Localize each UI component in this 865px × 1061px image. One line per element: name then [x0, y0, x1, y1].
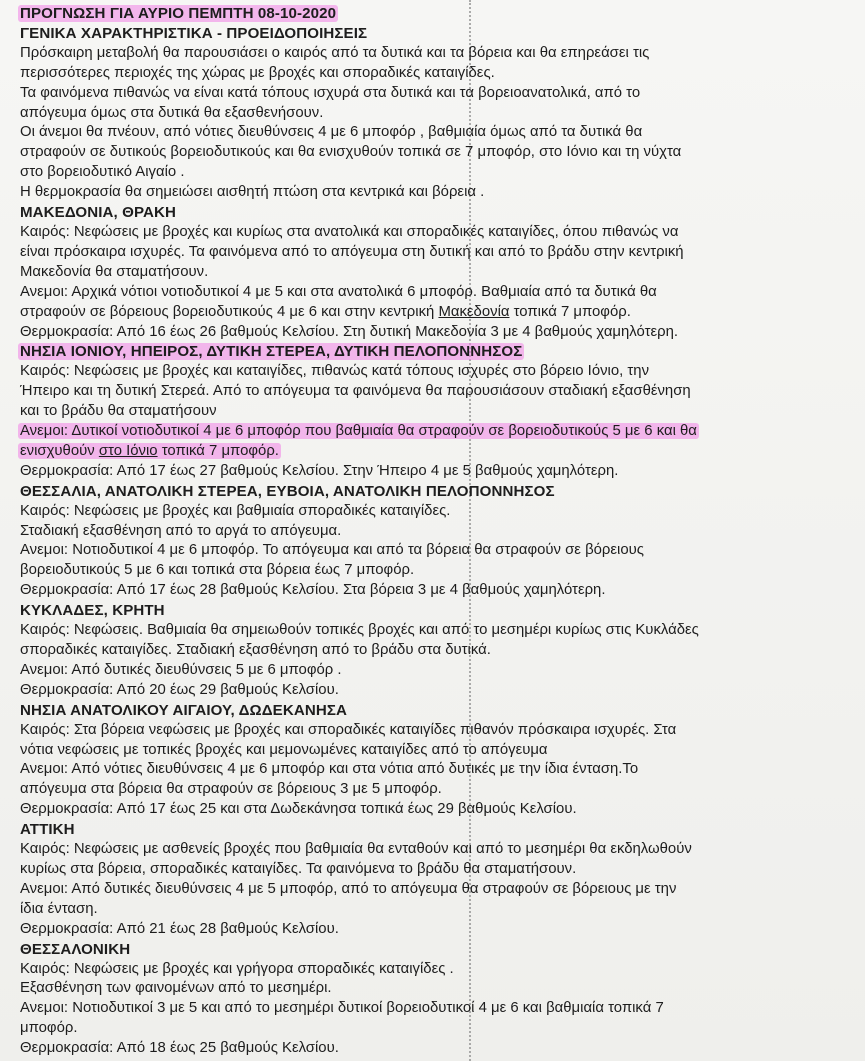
thessaloniki-line: Ανεμοι: Νοτιοδυτικοί 3 με 5 και από το μεσημέρι δυτικοί βορειοδυτικοί 4 με 6 και βαθμιαία τοπικά 7	[20, 1000, 664, 1017]
thessaly-line: βορειοδυτικούς 5 με 6 και τοπικά στα βόρεια έως 7 μποφόρ.	[20, 562, 415, 579]
east-aegean-line: απόγευμα στα βόρεια θα στραφούν σε βόρειους 3 με 5 μποφόρ.	[20, 781, 442, 798]
cyclades-line: σποραδικές καταιγίδες. Σταδιακή εξασθένηση από το βράδυ στα δυτικά.	[20, 642, 491, 658]
thessaly-line: Σταδιακή εξασθένηση από το αργά το απόγευμα.	[20, 522, 342, 539]
forecast-document	[20, 4, 850, 1059]
section-heading-east-aegean: ΝΗΣΙΑ ΑΝΑΤΟΛΙΚΟΥ ΑΙΓΑΙΟΥ, ΔΩΔΕΚΑΝΗΣΑ	[20, 701, 347, 719]
document-title	[20, 4, 850, 24]
section-general	[20, 24, 850, 203]
ionian-wind-line	[20, 442, 850, 462]
macedonia-underlined-text: Μακεδονία	[438, 303, 510, 320]
east-aegean-line: Καιρός: Στα βόρεια νεφώσεις με βροχές και σποραδικές καταιγίδες πιθανόν πρόσκαιρα ισχυρές. Στα	[20, 721, 677, 738]
general-line: απόγευμα όμως στα δυτικά θα εξασθενήσουν.	[20, 104, 324, 121]
ionian-wind-line	[20, 422, 850, 442]
ionian-wind-text: ενισχυθούν	[20, 442, 99, 459]
macedonia-line: είναι πρόσκαιρα ισχυρές. Τα φαινόμενα από το απόγευμα στη δυτική και από το βράδυ στην κεντρική	[20, 243, 684, 260]
attica-line: Θερμοκρασία: Από 21 έως 28 βαθμούς Κελσίου.	[20, 920, 339, 937]
macedonia-temperature: Θερμοκρασία: Από 16 έως 26 βαθμούς Κελσίου. Στη δυτική Μακεδονία 3 με 4 βαθμούς χαμηλότερη.	[20, 323, 678, 340]
section-cyclades	[20, 601, 850, 701]
section-heading-general: ΓΕΝΙΚΑ ΧΑΡΑΚΤΗΡΙΣΤΙΚΑ - ΠΡΟΕΙΔΟΠΟΙΗΣΕΙΣ	[20, 24, 368, 42]
ionian-wind-highlight: Ανεμοι: Δυτικοί νοτιοδυτικοί 4 με 6 μποφόρ που βαθμιαία θα στραφούν σε βορειοδυτικούς 5 με 6 και θα	[20, 423, 697, 440]
attica-line: ίδια ένταση.	[20, 900, 98, 917]
ionian-line: Καιρός: Νεφώσεις με βροχές και καταιγίδες, πιθανώς κατά τόπους ισχυρές στο βόρειο Ιόνιο, την	[20, 363, 650, 380]
section-thessaloniki	[20, 940, 850, 1059]
section-heading-cyclades: ΚΥΚΛΑΔΕΣ, ΚΡΗΤΗ	[20, 602, 165, 620]
macedonia-line: Ανεμοι: Αρχικά νότιοι νοτιοδυτικοί 4 με 5 και στα ανατολικά 6 μποφόρ. Βαθμιαία από τα δυτικά θα	[20, 283, 657, 300]
thessaly-line: Θερμοκρασία: Από 17 έως 28 βαθμούς Κελσίου. Στα βόρεια 3 με 4 βαθμούς χαμηλότερη.	[20, 582, 606, 599]
section-ionian	[20, 342, 850, 481]
general-line: περισσότερες περιοχές της χώρας με βροχές και σποραδικές καταιγίδες.	[20, 64, 495, 81]
section-heading-thessaloniki: ΘΕΣΣΑΛΟΝΙΚΗ	[20, 940, 131, 958]
macedonia-wind-text-end: τοπικά 7 μποφόρ.	[509, 303, 631, 320]
general-line: Τα φαινόμενα πιθανώς να είναι κατά τόπους ισχυρά στα δυτικά και τα βορειοανατολικά, από το	[20, 84, 641, 101]
macedonia-line: Καιρός: Νεφώσεις με βροχές και κυρίως στα ανατολικά και σποραδικές καταιγίδες, όπου πιθανώς να	[20, 223, 679, 240]
attica-line: κυρίως στα βόρεια, σποραδικές καταιγίδες. Τα φαινόμενα το βράδυ θα σταματήσουν.	[20, 860, 577, 877]
macedonia-wind-text: στραφούν σε βόρειους βορειοδυτικούς 4 με 6 και στην κεντρική	[20, 303, 439, 320]
general-line: στο βορειοδυτικό Αιγαίο .	[20, 164, 185, 181]
ionian-temperature: Θερμοκρασία: Από 17 έως 27 βαθμούς Κελσίου. Στην Ήπειρο 4 με 5 βαθμούς χαμηλότερη.	[20, 462, 619, 479]
cyclades-line: Θερμοκρασία: Από 20 έως 29 βαθμούς Κελσίου.	[20, 681, 339, 698]
east-aegean-line: νότια νεφώσεις με τοπικές βροχές και μεμονωμένες καταιγίδες από το απόγευμα	[20, 741, 548, 758]
ionian-wind-text-end: τοπικά 7 μποφόρ.	[157, 442, 279, 459]
ionian-underlined-text: στο Ιόνιο	[98, 442, 158, 459]
title-highlight: ΠΡΟΓΝΩΣΗ ΓΙΑ ΑΥΡΙΟ ΠΕΜΠΤΗ 08-10-2020	[20, 5, 337, 22]
general-line: Η θερμοκρασία θα σημειώσει αισθητή πτώση στα κεντρικά και βόρεια .	[20, 184, 485, 201]
east-aegean-line: Ανεμοι: Από νότιες διευθύνσεις 4 με 6 μποφόρ και στα νότια από δυτικές με την ίδια ένταση.Το	[20, 761, 639, 778]
thessaloniki-line: μποφόρ.	[20, 1020, 78, 1037]
general-line: Οι άνεμοι θα πνέουν, από νότιες διευθύνσεις 4 με 6 μποφόρ , βαθμιαία όμως από τα δυτικά θα	[20, 124, 643, 141]
east-aegean-line: Θερμοκρασία: Από 17 έως 25 και στα Δωδεκάνησα τοπικά έως 29 βαθμούς Κελσίου.	[20, 801, 577, 818]
ionian-line: και το βράδυ θα σταματήσουν	[20, 403, 217, 420]
thessaloniki-line: Καιρός: Νεφώσεις με βροχές και γρήγορα σποραδικές καταιγίδες .	[20, 960, 454, 977]
thessaloniki-line: Θερμοκρασία: Από 18 έως 25 βαθμούς Κελσίου.	[20, 1040, 339, 1057]
section-heading-thessaly: ΘΕΣΣΑΛΙΑ, ΑΝΑΤΟΛΙΚΗ ΣΤΕΡΕΑ, ΕΥΒΟΙΑ, ΑΝΑΤΟΛΙΚΗ ΠΕΛΟΠΟΝΝΗΣΟΣ	[20, 482, 555, 500]
cyclades-line: Ανεμοι: Από δυτικές διευθύνσεις 5 με 6 μποφόρ .	[20, 661, 342, 678]
section-east-aegean	[20, 701, 850, 820]
section-heading-attica: ΑΤΤΙΚΗ	[20, 821, 75, 839]
thessaloniki-line: Εξασθένηση των φαινομένων από το μεσημέρι.	[20, 980, 332, 997]
macedonia-wind-line	[20, 303, 850, 323]
attica-line: Ανεμοι: Από δυτικές διευθύνσεις 4 με 5 μποφόρ, από το απόγευμα θα στραφούν σε βόρειους με την	[20, 880, 677, 897]
macedonia-line: Μακεδονία θα σταματήσουν.	[20, 263, 209, 280]
ionian-line: Ήπειρο και τη δυτική Στερεά. Από το απόγευμα τα φαινόμενα θα παρουσιάσουν σταδιακή εξασθένηση	[20, 383, 691, 400]
section-heading-ionian	[20, 342, 850, 362]
section-heading-macedonia: ΜΑΚΕΔΟΝΙΑ, ΘΡΑΚΗ	[20, 204, 176, 222]
ionian-heading-highlight: ΝΗΣΙΑ ΙΟΝΙΟΥ, ΗΠΕΙΡΟΣ, ΔΥΤΙΚΗ ΣΤΕΡΕΑ, ΔΥΤΙΚΗ ΠΕΛΟΠΟΝΝΗΣΟΣ	[20, 343, 523, 361]
attica-line: Καιρός: Νεφώσεις με ασθενείς βροχές που βαθμιαία θα ενταθούν και από το μεσημέρι θα εκδηλωθούν	[20, 841, 692, 858]
section-thessaly	[20, 482, 850, 601]
cyclades-line: Καιρός: Νεφώσεις. Βαθμιαία θα σημειωθούν τοπικές βροχές και από το μεσημέρι κυρίως στις Κυκλάδες	[20, 622, 699, 639]
section-macedonia	[20, 203, 850, 342]
thessaly-line: Ανεμοι: Νοτιοδυτικοί 4 με 6 μποφόρ. Το απόγευμα και από τα βόρεια θα στραφούν σε βόρειους	[20, 542, 644, 559]
section-attica	[20, 820, 850, 939]
ionian-wind-highlight-2	[18, 443, 281, 459]
general-line: στραφούν σε δυτικούς βορειοδυτικούς και θα ενισχυθούν τοπικά σε 7 μποφόρ, στο Ιόνιο και τη νύχτα	[20, 144, 682, 161]
general-line: Πρόσκαιρη μεταβολή θα παρουσιάσει ο καιρός από τα δυτικά και τα βόρεια και θα επηρεάσει τις	[20, 44, 650, 61]
thessaly-line: Καιρός: Νεφώσεις με βροχές και βαθμιαία σποραδικές καταιγίδες.	[20, 502, 451, 519]
